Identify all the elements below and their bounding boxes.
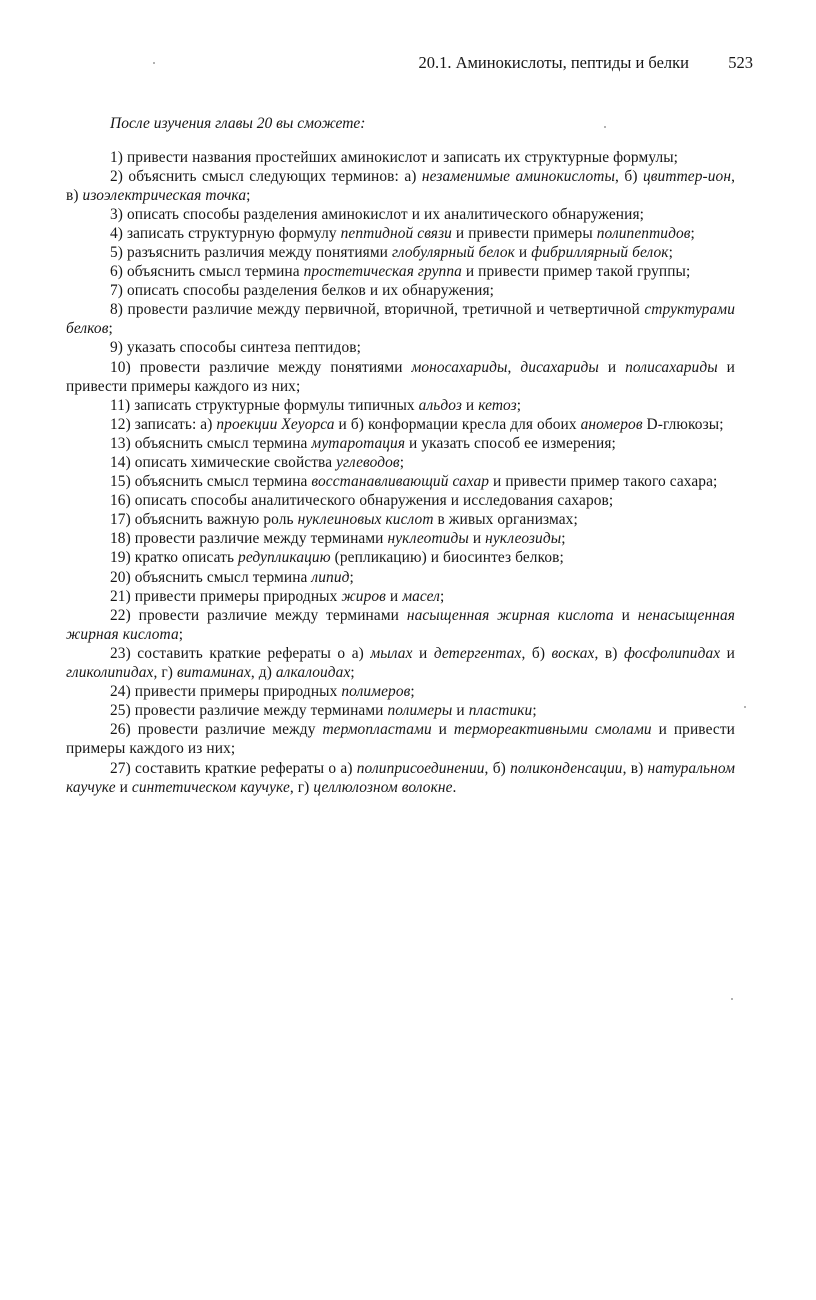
objective-term: изоэлектрическая точка xyxy=(82,186,247,204)
objective-term: липид xyxy=(311,568,350,586)
page-number: 523 xyxy=(728,53,753,72)
objective-text: (репликацию) и биосинтез белков; xyxy=(330,549,564,567)
section-title: 20.1. Аминокислоты, пептиды и белки xyxy=(418,53,689,72)
objective-item xyxy=(66,606,735,644)
objective-text: 26) провести различие между xyxy=(110,721,323,739)
objective-text: и xyxy=(720,644,736,662)
objective-text: , б) xyxy=(615,167,643,185)
objective-term: поликонденсации xyxy=(510,759,623,777)
objective-text: 7) описать способы разделения белков и их обнаружения; xyxy=(110,282,495,300)
objective-item xyxy=(66,510,735,529)
objective-text: , г) xyxy=(153,664,177,682)
objective-text: и указать способ ее измерения; xyxy=(405,434,616,452)
objective-item xyxy=(66,587,735,606)
objective-term: альдоз xyxy=(418,396,462,414)
objective-text: и б) конформации кресла для обоих xyxy=(334,415,581,433)
objective-item xyxy=(66,434,735,453)
objective-text: , г) xyxy=(289,778,314,796)
objective-text: в живых организмах; xyxy=(433,511,578,529)
objective-term: фосфолипидах xyxy=(623,644,721,662)
objective-text: и привести примеры каждого из них; xyxy=(66,358,735,395)
objective-term: полиприсоединении xyxy=(356,759,485,777)
objective-text: , д) xyxy=(250,664,276,682)
objective-text: и привести пример такого сахара; xyxy=(489,473,718,491)
objective-item xyxy=(66,281,735,300)
objective-text: ; xyxy=(108,320,113,338)
objective-text: ; xyxy=(246,186,251,204)
objective-item xyxy=(66,548,735,567)
objective-item xyxy=(66,205,735,224)
objective-term: полисахариды xyxy=(625,358,718,376)
objective-term: полимеры xyxy=(387,702,453,720)
objective-text: 9) указать способы синтеза пептидов; xyxy=(110,339,361,357)
scan-speck xyxy=(153,62,155,64)
objective-item xyxy=(66,720,735,758)
objective-text: 2) объяснить смысл следующих терминов: а) xyxy=(110,167,422,185)
objective-term: ненасыщенная жирная кислота xyxy=(66,606,736,643)
objective-text: 13) объяснить смысл термина xyxy=(110,434,312,452)
objective-item xyxy=(66,415,735,434)
objective-term: масел xyxy=(402,587,440,605)
objective-term: моносахариды xyxy=(411,358,508,376)
objective-term: гликолипидах xyxy=(66,664,154,682)
objective-text: и xyxy=(115,778,132,796)
objective-term: нуклеиновых кислот xyxy=(297,511,434,529)
objective-text: . xyxy=(452,778,457,796)
objective-term: жиров xyxy=(341,587,386,605)
objective-text: и xyxy=(431,721,454,739)
objective-term: пластики xyxy=(468,702,533,720)
objective-item xyxy=(66,243,735,262)
objective-term: дисахариды xyxy=(520,358,599,376)
objective-term: цвиттер-ион xyxy=(642,167,732,185)
objective-term: полимеров xyxy=(341,683,411,701)
objective-item xyxy=(66,682,735,701)
objective-text: 8) провести различие между первичной, вторичной, третичной и четвертичной xyxy=(110,301,645,319)
objective-text: 18) провести различие между терминами xyxy=(110,530,388,548)
objective-item xyxy=(66,568,735,587)
objective-text: 24) привести примеры природных xyxy=(110,683,342,701)
objective-item xyxy=(66,300,735,338)
objective-term: витаминах xyxy=(176,664,251,682)
objective-term: нуклеотиды xyxy=(387,530,469,548)
scan-speck xyxy=(604,126,606,128)
objective-term: натуральном каучуке xyxy=(66,759,736,796)
objective-item xyxy=(66,148,735,167)
chapter-objectives-intro: После изучения главы 20 вы сможете: xyxy=(110,115,366,132)
objective-text: 5) разъяснить различия между понятиями xyxy=(110,243,392,261)
objective-item xyxy=(66,262,735,281)
objective-text: 11) записать структурные формулы типичных xyxy=(110,396,419,414)
objective-text: , в) xyxy=(66,167,736,204)
objective-item xyxy=(66,472,735,491)
objective-text: , б) xyxy=(521,644,552,662)
book-page xyxy=(66,0,753,1300)
objective-term: термореактивными смолами xyxy=(453,721,652,739)
objective-text: и привести примеры xyxy=(451,224,597,242)
objective-text: ; xyxy=(668,243,674,261)
objective-text: ; xyxy=(440,587,445,605)
objective-text: 27) составить краткие рефераты о а) xyxy=(110,759,357,777)
objective-text: ; xyxy=(516,396,522,414)
objective-term: алкалоидах xyxy=(275,664,351,682)
objective-term: нуклеозиды xyxy=(485,530,562,548)
objective-item xyxy=(66,453,735,472)
objective-term: мутаротация xyxy=(311,434,406,452)
objective-term: фибриллярный белок xyxy=(531,243,669,261)
objective-text: и xyxy=(412,644,434,662)
scan-speck xyxy=(744,706,746,708)
objective-term: детергентах xyxy=(433,644,522,662)
objective-text: 19) кратко описать xyxy=(110,549,239,567)
objective-text: 1) привести названия простейших аминокислот и записать их структурные формулы; xyxy=(110,148,679,166)
objective-term: редупликацию xyxy=(238,549,331,567)
objective-text: 10) провести различие между понятиями xyxy=(110,358,412,376)
objective-text: 16) описать способы аналитического обнаружения и исследования сахаров; xyxy=(110,492,614,510)
objective-term: восстанавливающий сахар xyxy=(311,473,490,491)
objective-term: глобулярный белок xyxy=(391,243,515,261)
objective-term: насыщенная жирная кислота xyxy=(406,606,614,624)
objective-term: восках xyxy=(551,644,595,662)
objective-term: целлюлозном волокне xyxy=(313,778,453,796)
objective-item xyxy=(66,701,735,720)
objective-text: ; xyxy=(561,530,566,548)
objective-text: , б) xyxy=(484,759,511,777)
objective-text: D-глюкозы; xyxy=(642,415,724,433)
running-head xyxy=(66,52,753,74)
objective-text: и xyxy=(613,606,638,624)
objective-term: простетическая группа xyxy=(303,263,462,281)
objective-item xyxy=(66,338,735,357)
objective-text: , в) xyxy=(594,644,624,662)
objective-text: ; xyxy=(532,702,537,720)
objectives-list xyxy=(66,148,735,797)
objective-term: мылах xyxy=(370,644,413,662)
objective-term: синтетическом каучуке xyxy=(131,778,290,796)
objective-text: и xyxy=(452,702,469,720)
objective-term: проекции Хеуорса xyxy=(216,415,335,433)
objective-text: ; xyxy=(410,683,415,701)
scan-speck xyxy=(731,998,733,1000)
objective-text: и xyxy=(461,396,479,414)
objective-text: и xyxy=(598,358,626,376)
objective-text: 25) провести различие между терминами xyxy=(110,702,388,720)
objective-text: ; xyxy=(350,664,355,682)
objective-text: 23) составить краткие рефераты о а) xyxy=(110,644,371,662)
objective-item xyxy=(66,224,735,243)
objective-text: и xyxy=(468,530,486,548)
objective-text: и привести пример такой группы; xyxy=(461,263,691,281)
objective-item xyxy=(66,759,735,797)
objective-text: 20) объяснить смысл термина xyxy=(110,568,312,586)
objective-text: 14) описать химические свойства xyxy=(110,454,337,471)
objective-text: , xyxy=(507,358,521,376)
objective-item xyxy=(66,491,735,510)
objective-text: 21) привести примеры природных xyxy=(110,587,342,605)
objective-item xyxy=(66,529,735,548)
objective-item xyxy=(66,644,735,682)
objective-text: ; xyxy=(690,224,695,242)
objective-text: , в) xyxy=(622,759,648,777)
objective-term: полипептидов xyxy=(596,224,691,242)
objective-text: 12) записать: а) xyxy=(110,415,217,433)
objective-text: ; xyxy=(178,625,184,643)
objective-item xyxy=(66,358,735,396)
objective-text: 17) объяснить важную роль xyxy=(110,511,298,529)
objective-text: 4) записать структурную формулу xyxy=(110,224,341,242)
objective-text: 6) объяснить смысл термина xyxy=(110,263,304,281)
objective-text: 3) описать способы разделения аминокислот и их аналитического обнаружения; xyxy=(110,205,644,223)
objective-text: ; xyxy=(399,454,405,471)
objective-term: кетоз xyxy=(478,396,517,414)
objective-term: структурами белков xyxy=(66,301,735,338)
objective-text: и xyxy=(385,587,403,605)
objective-text: ; xyxy=(349,568,354,586)
objective-term: аномеров xyxy=(580,415,643,433)
objective-term: углеводов xyxy=(336,454,400,471)
objective-text: 22) провести различие между терминами xyxy=(110,606,407,624)
objective-text: и xyxy=(514,243,532,261)
objective-term: термопластами xyxy=(322,721,432,739)
objective-text: 15) объяснить смысл термина xyxy=(110,473,312,491)
objective-item xyxy=(66,396,735,415)
objective-term: пептидной связи xyxy=(340,224,452,242)
objective-item xyxy=(66,167,735,205)
objective-text: и привести примеры каждого из них; xyxy=(66,721,735,758)
objective-term: незаменимые аминокислоты xyxy=(421,167,616,185)
